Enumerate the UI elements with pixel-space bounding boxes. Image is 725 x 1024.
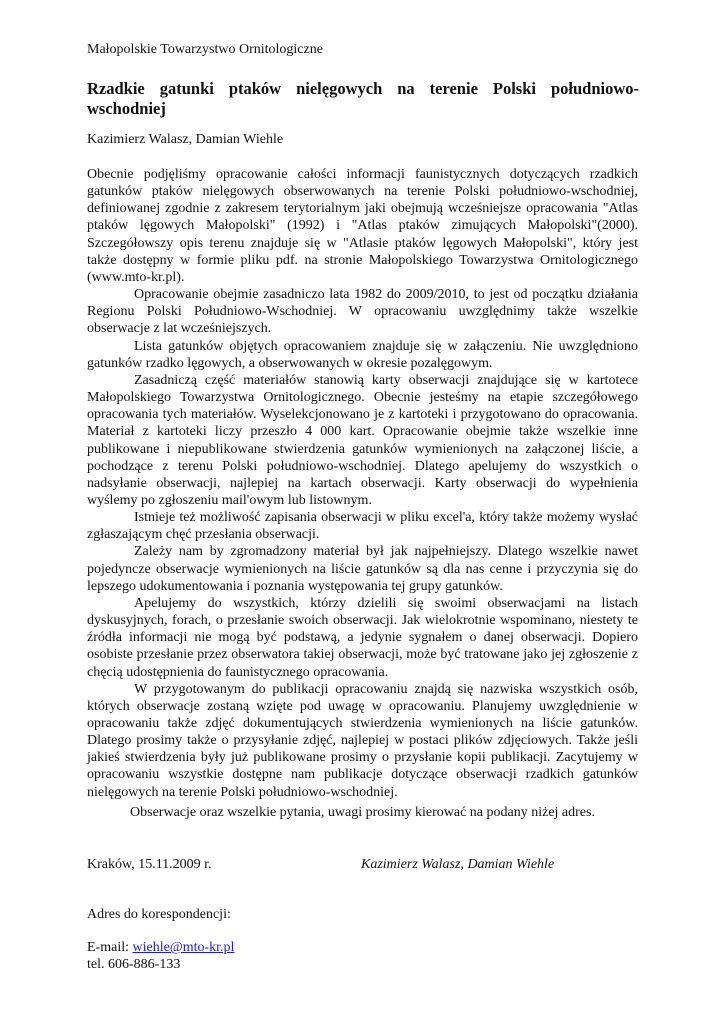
paragraph-materials: Zasadniczą część materiałów stanowią karty obserwacji znajdujące się w kartotece Małopolskiego Towarzystwa Ornitologicznego. Obecnie jesteśmy na etapie szczegółowego opracowania tych materiałów. Wyselekcjonowano je z kartoteki i przygotowano do opracowania. Materiał z kartoteki liczy przeszło 4 000 kart. Opracowanie obejmie także wszelkie inne publikowane i niepublikowane stwierdzenia gatunków wymienionych na załączonej liście, a pochodzące z terenu Polski południowo-wschodniej. Dlatego apelujemy do wszystkich o nadsyłanie obserwacji, najlepiej na kartach obserwacji. Karty obserwacji do wypełnienia wyślemy po zgłoszeniu mail'owym lub listownym. (87, 372, 638, 508)
paragraph-appeal: Apelujemy do wszystkich, którzy dzielili się swoimi obserwacjami na listach dyskusyjnych, forach, o przesłanie swoich obserwacji. Jak wielokrotnie wspominano, niestety te źródła informacji nie mogą być podstawą, a jedynie sygnałem o danej obserwacji. Dopiero osobiste przesłanie przez obserwatora takiej obserwacji, może być tratowane jako jej zgłoszenie z chęcią udostępnienia do faunistycznego opracowania. (87, 595, 638, 680)
place-date: Kraków, 15.11.2009 r. (87, 857, 212, 872)
document-title: Rzadkie gatunki ptaków nielęgowych na terenie Polski południowo-wschodniej (87, 79, 639, 118)
closing-note: Obserwacje oraz wszelkie pytania, uwagi prosimy kierować na podany niżej adres. (130, 805, 595, 820)
address-label: Adres do korespondencji: (87, 907, 231, 922)
authors-line: Kazimierz Walasz, Damian Wiehle (87, 132, 284, 147)
paragraph-excel: Istnieje też możliwość zapisania obserwacji w pliku excel'a, który także możemy wysłać zgłaszającym chęć przesłania obserwacji. (87, 510, 638, 543)
paragraph-scope-years: Opracowanie obejmie zasadniczo lata 1982 do 2009/2010, to jest od początku działania Regionu Polski Południowo-Wschodniej. W opracowaniu uwzględnimy także wszelkie obserwacje z lat wcześniejszych. (87, 287, 638, 337)
signature: Kazimierz Walasz, Damian Wiehle (361, 857, 555, 872)
body-text (87, 166, 638, 801)
paragraph-species-list: Lista gatunków objętych opracowaniem znajduje się w załączeniu. Nie uwzględniono gatunków rzadko lęgowych, a obserwowanych w okresie pozalęgowym. (87, 338, 638, 371)
email-line (87, 939, 234, 957)
phone-number: tel. 606-886-133 (87, 957, 181, 972)
email-prefix: E-mail: (87, 940, 133, 955)
paragraph-publication: W przygotowanym do publikacji opracowaniu znajdą się nazwiska wszystkich osób, których obserwacje zostaną wzięte pod uwagę w opracowaniu. Planujemy uwzględnienie w opracowaniu także zdjęć dokumentujących stwierdzenia wymienionych na liście gatunków. Dlatego prosimy także o przysyłanie zdjęć, najlepiej w postaci plików zdjęciowych. Także jeśli jakieś stwierdzenia były już publikowane prosimy o przysłanie kopii publikacji. Zacytujemy w opracowaniu wszystkie dostępne nam publikacje dotyczące obserwacji rzadkich gatunków nielęgowych na terenie Polski południowo-wschodniej. (87, 681, 638, 800)
email-link[interactable]: wiehle@mto-kr.pl (132, 940, 235, 955)
organization-name: Małopolskie Towarzystwo Ornitologiczne (87, 42, 323, 57)
paragraph-completeness: Zależy nam by zgromadzony materiał był jak najpełniejszy. Dlatego wszelkie nawet pojedyncze obserwacje wymienionych na liście gatunków są dla nas cenne i przyczynia się do lepszego udokumentowania i poznania występowania tej grupy gatunków. (87, 544, 638, 594)
paragraph-intro: Obecnie podjęliśmy opracowanie całości informacji faunistycznych dotyczących rzadkich gatunków ptaków nielęgowych obserwowanych na terenie Polski południowo-wschodniej, definiowanej zgodnie z zakresem terytorialnym jaki obejmują wcześniejsze opracowania "Atlas ptaków lęgowych Małopolski" (1992) i "Atlas ptaków zimujących Małopolski"(2000). Szczegółowszy opis terenu znajduje się w "Atlasie ptaków lęgowych Małopolski", który jest także dostępny w formie pliku pdf. na stronie Małopolskiego Towarzystwa Ornitologicznego (www.mto-kr.pl). (87, 167, 638, 285)
